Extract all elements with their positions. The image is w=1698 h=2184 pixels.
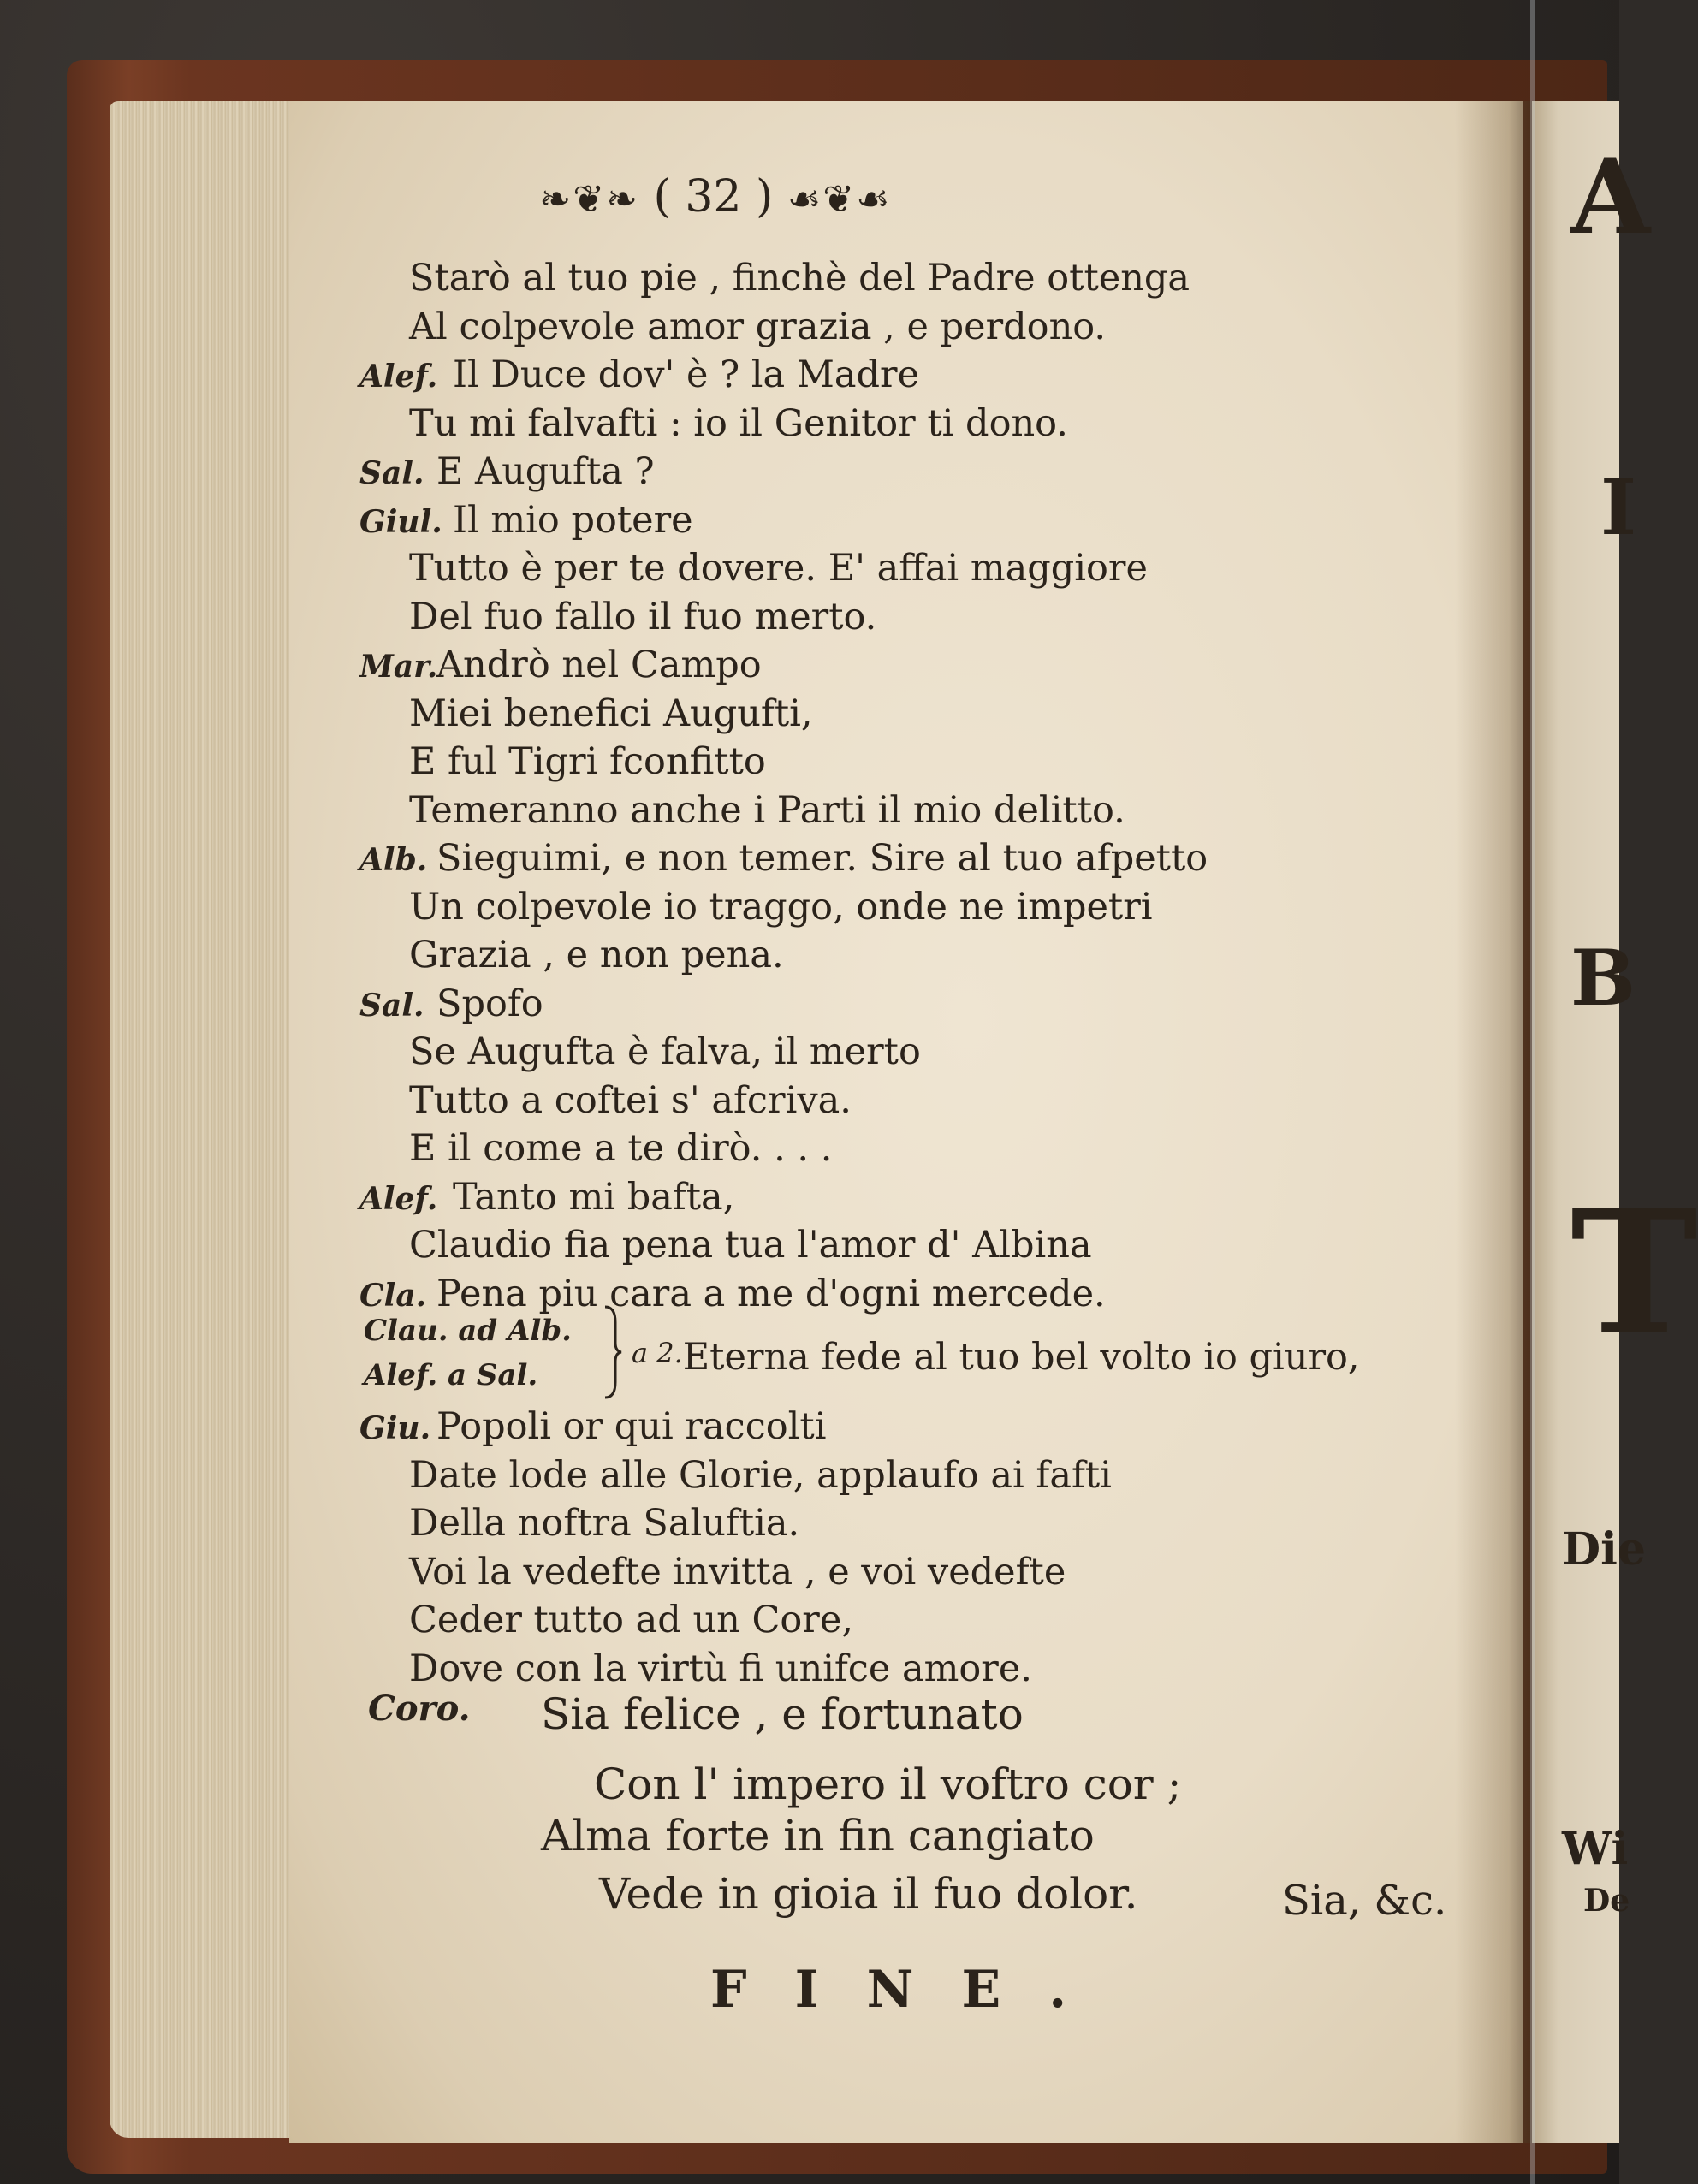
verse-line: Dove con la virtù fi unifce amore. bbox=[409, 1647, 1032, 1690]
facing-page-glyph: B bbox=[1570, 933, 1636, 1024]
verse-line: Popoli or qui raccolti bbox=[436, 1405, 827, 1448]
verse-line: E Augufta ? bbox=[436, 450, 655, 493]
speaker-label: Mar. bbox=[359, 649, 438, 685]
duet-line bbox=[632, 1332, 1360, 1379]
speaker-label: Alef. bbox=[359, 359, 438, 395]
duet-speaker-2: Alef. a Sal. bbox=[364, 1358, 538, 1392]
facing-page-glyph: Wi bbox=[1562, 1823, 1629, 1875]
verse-line: Un colpevole io traggo, onde ne impetri bbox=[409, 885, 1153, 929]
glass-plate-edge bbox=[1530, 0, 1535, 2184]
chorus-verse-line: Sia felice , e fortunato bbox=[541, 1689, 1024, 1739]
verse-line: Del fuo fallo il fuo merto. bbox=[409, 595, 877, 638]
verse-line: Tu mi falvafti : io il Genitor ti dono. bbox=[409, 401, 1068, 445]
speaker-label: Sal. bbox=[359, 455, 424, 491]
facing-page-glyph: De bbox=[1583, 1883, 1630, 1919]
facing-page-glyph: T bbox=[1570, 1172, 1698, 1374]
page-number: ( 32 ) bbox=[653, 171, 774, 223]
verse-line: Al colpevole amor grazia , e perdono. bbox=[409, 305, 1107, 348]
verse-line: Tanto mi bafta, bbox=[453, 1175, 735, 1219]
verse-line: Se Augufta è falva, il merto bbox=[409, 1030, 921, 1073]
chorus-speaker: Coro. bbox=[368, 1688, 471, 1729]
chorus-verse-line: Alma forte in fin cangiato bbox=[541, 1811, 1095, 1861]
speaker-label: Alb. bbox=[359, 842, 428, 878]
chorus-refrain: Sia, &c. bbox=[1282, 1877, 1447, 1925]
right-ornament: ☙❦☙ bbox=[787, 177, 892, 222]
speaker-label: Alef. bbox=[359, 1180, 438, 1217]
speaker-label: Giu. bbox=[359, 1410, 431, 1446]
duet-speaker-1: Clau. ad Alb. bbox=[364, 1314, 572, 1348]
page-gutter-shadow bbox=[1455, 101, 1532, 2143]
brace-icon bbox=[603, 1305, 622, 1399]
verse-line: Grazia , e non pena. bbox=[409, 934, 784, 976]
verse-line: Miei benefici Augufti, bbox=[409, 691, 813, 735]
fine-colophon: FINE. bbox=[710, 1960, 1115, 2020]
duet-mark: a 2. bbox=[632, 1337, 683, 1369]
verse-line: E il come a te dirò. . . . bbox=[409, 1127, 833, 1170]
speaker-label: Cla. bbox=[359, 1277, 427, 1314]
duet-text: Eterna fede al tuo bel volto io giuro, bbox=[682, 1336, 1360, 1379]
verse-line: Spofo bbox=[436, 982, 543, 1025]
verse-line: Tutto è per te dovere. E' affai maggiore bbox=[409, 547, 1148, 590]
facing-page-glyph: A bbox=[1570, 137, 1651, 258]
verse-line: Il Duce dov' è ? la Madre bbox=[453, 353, 920, 396]
speaker-label: Giul. bbox=[359, 503, 442, 540]
chorus-verse-line: Con l' impero il voftro cor ; bbox=[594, 1760, 1182, 1809]
verse-line: Voi la vedefte invitta , e voi vedefte bbox=[409, 1550, 1066, 1593]
verse-line: Date lode alle Glorie, applaufo ai fafti bbox=[409, 1453, 1112, 1497]
verse-line: Claudio fia pena tua l'amor d' Albina bbox=[409, 1224, 1092, 1267]
facing-page-glyph: Die bbox=[1562, 1523, 1646, 1576]
verse-line: Andrò nel Campo bbox=[436, 644, 762, 686]
chorus-verse-line: Vede in gioia il fuo dolor. bbox=[599, 1869, 1138, 1919]
page-header bbox=[0, 171, 1525, 226]
facing-page-glyph: I bbox=[1600, 462, 1637, 553]
speaker-label: Sal. bbox=[359, 987, 424, 1024]
verse-line: E ful Tigri fconfitto bbox=[409, 740, 766, 783]
verse-line: Il mio potere bbox=[453, 498, 693, 542]
page-edges bbox=[110, 101, 306, 2138]
verse-line: Ceder tutto ad un Core, bbox=[409, 1599, 853, 1641]
verse-line: Sieguimi, e non temer. Sire al tuo afpetto bbox=[436, 837, 1208, 880]
verse-line: Della noftra Saluftia. bbox=[409, 1502, 800, 1545]
verse-line: Starò al tuo pie , finchè del Padre ottenga bbox=[409, 257, 1190, 300]
verse-line: Pena piu cara a me d'ogni mercede. bbox=[436, 1272, 1106, 1315]
left-ornament: ❧❦❧ bbox=[539, 177, 639, 222]
verse-line: Tutto a coftei s' afcriva. bbox=[409, 1078, 852, 1122]
verse-line: Temeranno anche i Parti il mio delitto. bbox=[409, 788, 1125, 832]
